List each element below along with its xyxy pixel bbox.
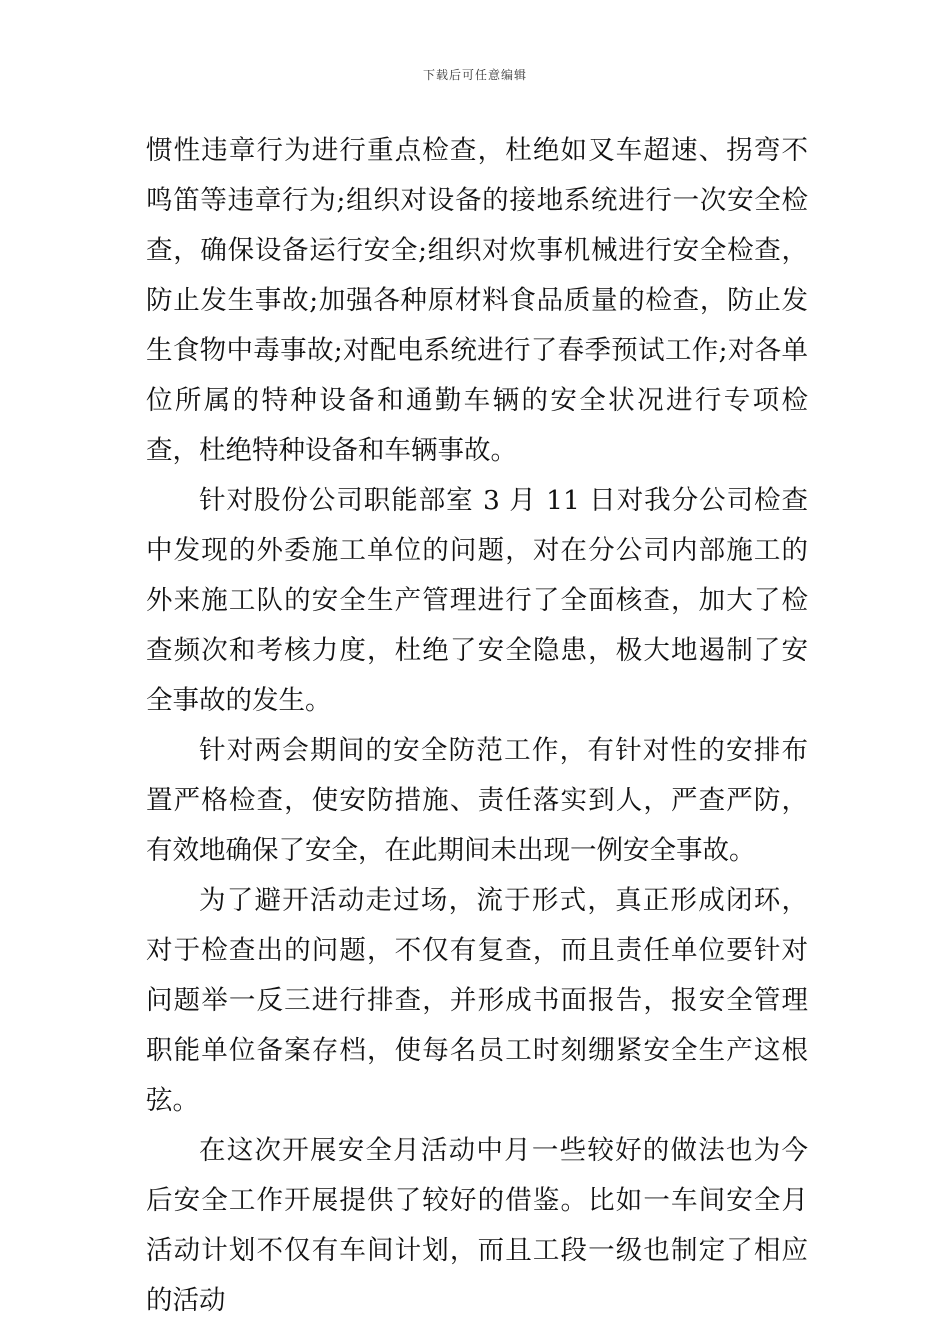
document-body bbox=[146, 126, 808, 1326]
paragraph: 针对两会期间的安全防范工作，有针对性的安排布置严格检查，使安防措施、责任落实到人，严查严防，有效地确保了安全，在此期间未出现一例安全事故。 bbox=[146, 735, 808, 866]
paragraph: 在这次开展安全月活动中月一些较好的做法也为今后安全工作开展提供了较好的借鉴。比如一车间安全月活动计划不仅有车间计划，而且工段一级也制定了相应的活动 bbox=[146, 1135, 808, 1316]
paragraph: 为了避开活动走过场，流于形式，真正形成闭环，对于检查出的问题，不仅有复查，而且责任单位要针对问题举一反三进行排查，并形成书面报告，报安全管理职能单位备案存档，使每名员工时刻绷紧安全生产这根弦。 bbox=[146, 885, 808, 1116]
paragraph: 针对股份公司职能部室 3 月 11 日对我分公司检查中发现的外委施工单位的问题，对在分公司内部施工的外来施工队的安全生产管理进行了全面核查，加大了检查频次和考核力度，杜绝了安全隐患，极大地遏制了安全事故的发生。 bbox=[146, 485, 808, 716]
page-header: 下载后可任意编辑 bbox=[422, 68, 527, 82]
paragraph-continued: 惯性违章行为进行重点检查，杜绝如叉车超速、拐弯不鸣笛等违章行为;组织对设备的接地系统进行一次安全检查，确保设备运行安全;组织对炊事机械进行安全检查，防止发生事故;加强各种原材料食品质量的检查，防止发生食物中毒事故;对配电系统进行了春季预试工作;对各单位所属的特种设备和通勤车辆的安全状况进行专项检查，杜绝特种设备和车辆事故。 bbox=[146, 135, 808, 466]
